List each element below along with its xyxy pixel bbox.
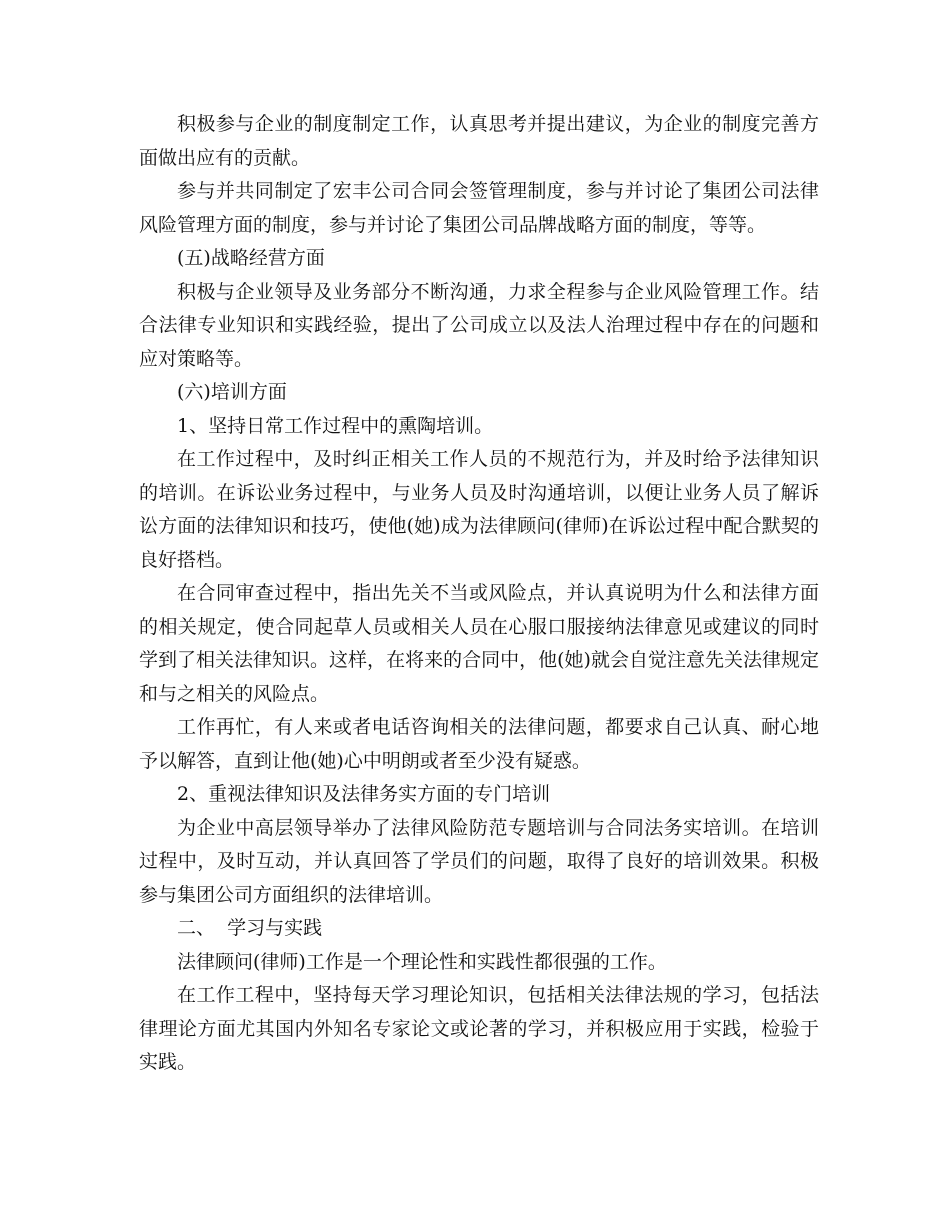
document-page <box>139 108 819 1080</box>
section-heading: 二、 学习与实践 <box>177 917 323 939</box>
paragraph: 在工作过程中，及时纠正相关工作人员的不规范行为，并及时给予法律知识的培训。在诉讼业务过程中，与业务人员及时沟通培训，以便让业务人员了解诉讼方面的法律知识和技巧，使他(她)成为法律顾问(律师)在诉讼过程中配合默契的良好搭档。 <box>139 448 819 571</box>
paragraph: 法律顾问(律师)工作是一个理论性和实践性都很强的工作。 <box>177 950 667 973</box>
paragraph: 积极与企业领导及业务部分不断沟通，力求全程参与企业风险管理工作。结合法律专业知识和实践经验，提出了公司成立以及法人治理过程中存在的问题和应对策略等。 <box>139 280 819 370</box>
paragraph: 在合同审查过程中，指出先关不当或风险点，并认真说明为什么和法律方面的相关规定，使合同起草人员或相关人员在心服口服接纳法律意见或建议的同时学到了相关法律知识。这样，在将来的合同中，他(她)就会自觉注意先关法律规定和与之相关的风险点。 <box>139 582 819 705</box>
paragraph: 为企业中高层领导举办了法律风险防范专题培训与合同法务实培训。在培训过程中，及时互动，并认真回答了学员们的问题，取得了良好的培训效果。积极参与集团公司方面组织的法律培训。 <box>139 816 819 906</box>
subsection-heading: 1、坚持日常工作过程中的熏陶培训。 <box>177 414 494 437</box>
paragraph: 参与并共同制定了宏丰公司合同会签管理制度，参与并讨论了集团公司法律风险管理方面的制度，参与并讨论了集团公司品牌战略方面的制度，等等。 <box>139 180 819 236</box>
paragraph: 在工作工程中，坚持每天学习理论知识，包括相关法律法规的学习，包括法律理论方面尤其国内外知名专家论文或论著的学习，并积极应用于实践，检验于实践。 <box>139 984 819 1073</box>
section-heading: (五)战略经营方面 <box>177 247 325 269</box>
paragraph: 积极参与企业的制度制定工作，认真思考并提出建议，为企业的制度完善方面做出应有的贡献。 <box>139 113 819 169</box>
paragraph: 工作再忙，有人来或者电话咨询相关的法律问题，都要求自己认真、耐心地予以解答，直到让他(她)心中明朗或者至少没有疑惑。 <box>139 716 819 772</box>
subsection-heading: 2、重视法律知识及法律务实方面的专门培训 <box>177 783 551 805</box>
section-heading: (六)培训方面 <box>177 381 287 403</box>
